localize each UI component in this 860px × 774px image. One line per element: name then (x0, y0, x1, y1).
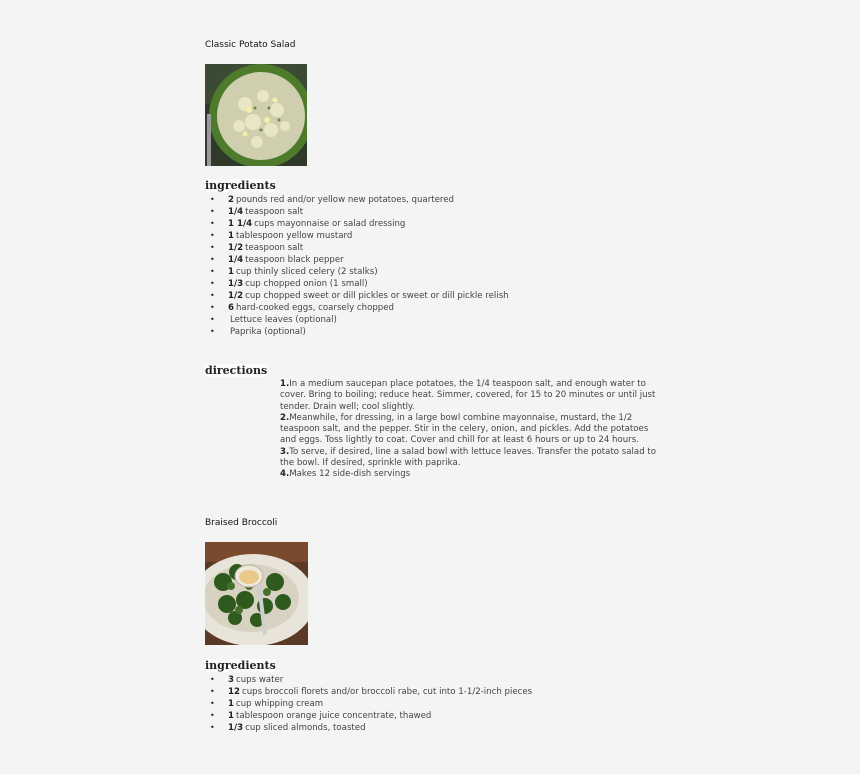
bullet-icon: • (210, 675, 215, 684)
bullet-icon: • (210, 255, 215, 264)
list-item: • Lettuce leaves (optional) (210, 315, 337, 325)
bullet-icon: • (210, 207, 215, 216)
bullet-icon: • (210, 291, 215, 300)
bullet-icon: • (210, 303, 215, 312)
bullet-icon: • (210, 219, 215, 228)
bullet-icon: • (210, 723, 215, 732)
list-item: • 1/4 teaspoon black pepper (210, 255, 344, 265)
recipe-title: Braised Broccoli (205, 518, 278, 528)
bullet-icon: • (210, 267, 215, 276)
ingredients-heading: ingredients (205, 179, 276, 192)
list-item: • 1/4 teaspoon salt (210, 207, 304, 217)
braised-broccoli-photo (205, 542, 308, 645)
bullet-icon: • (210, 699, 215, 708)
direction-step: 4.Makes 12 side-dish servings (280, 469, 411, 480)
bullet-icon: • (210, 279, 215, 288)
ingredients-list (205, 194, 645, 338)
list-item: • 1 cup thinly sliced celery (2 stalks) (210, 267, 378, 277)
list-item: • 1/2 teaspoon salt (210, 243, 304, 253)
list-item: • 12 cups broccoli florets and/or broccoli rabe, cut into 1-1/2-inch pieces (210, 687, 533, 697)
recipe-title: Classic Potato Salad (205, 40, 296, 50)
ingredients-heading: ingredients (205, 659, 276, 672)
directions-heading: directions (205, 364, 268, 377)
list-item: • 1/3 cup sliced almonds, toasted (210, 723, 366, 733)
directions-list (280, 379, 660, 481)
bullet-icon: • (210, 231, 215, 240)
list-item: • 1/2 cup chopped sweet or dill pickles or sweet or dill pickle relish (210, 291, 509, 301)
direction-step: 2.Meanwhile, for dressing, in a large bowl combine mayonnaise, mustard, the 1/2 teaspoon salt, and the pepper. Stir in the celery, onion, and pickles. Add the potatoes and eggs. Toss lightly to coat. Cover and chill for at least 6 hours or up to 24 hours. (280, 412, 649, 446)
bullet-icon: • (210, 687, 215, 696)
potato-salad-photo (205, 64, 307, 166)
list-item: • 1 tablespoon yellow mustard (210, 231, 353, 241)
list-item: • 1 tablespoon orange juice concentrate, thawed (210, 711, 432, 721)
bullet-icon: • (210, 243, 215, 252)
direction-step: 3.To serve, if desired, line a salad bowl with lettuce leaves. Transfer the potato salad to the bowl. If desired, sprinkle with paprika. (280, 446, 657, 469)
list-item: • Paprika (optional) (210, 327, 306, 337)
bullet-icon: • (210, 195, 215, 204)
list-item: • 6 hard-cooked eggs, coarsely chopped (210, 303, 394, 313)
bullet-icon: • (210, 327, 215, 336)
direction-step: 1.In a medium saucepan place potatoes, the 1/4 teaspoon salt, and enough water to cover. Bring to boiling; reduce heat. Simmer, covered, for 15 to 20 minutes or until just tender. Drain well; cool slightly. (280, 379, 656, 412)
bullet-icon: • (210, 315, 215, 324)
list-item: • 3 cups water (210, 675, 284, 685)
ingredients-list (205, 674, 645, 734)
list-item: • 1/3 cup chopped onion (1 small) (210, 279, 368, 289)
list-item: • 1 1/4 cups mayonnaise or salad dressing (210, 219, 406, 229)
list-item: • 1 cup whipping cream (210, 699, 324, 709)
list-item: • 2 pounds red and/or yellow new potatoes, quartered (210, 195, 454, 205)
bullet-icon: • (210, 711, 215, 720)
